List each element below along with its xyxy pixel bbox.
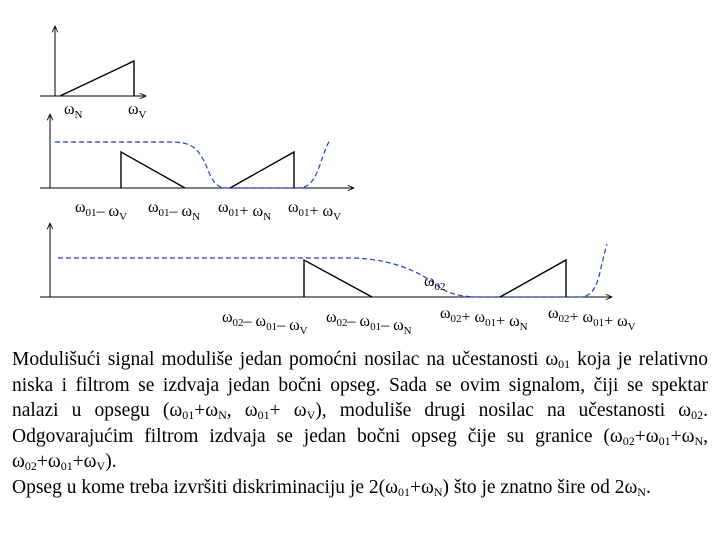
panel2-bandpass-filter-curve: [55, 140, 330, 188]
panel2-label-0: $\omega_{01}-$ $\omega_V$: [75, 199, 128, 223]
panel1-label-0: $\omega_N$: [64, 101, 83, 121]
panel3-carrier-label: $\omega_{02}$: [424, 273, 446, 293]
panel1-label-1: $\omega_V$: [128, 101, 147, 121]
caption-paragraph-2: Opseg u kome treba izvršiti diskriminaciju je $2(\omega_{01}+\omega_N)$ što je znatno šire od $2\omega_N$.: [12, 476, 651, 499]
panel2-lower-sideband: [121, 152, 185, 188]
caption-paragraph-1: Modulišući signal moduliše jedan pomoćni nosilac na učestanosti $\omega_{01}$ koja je relativno niska i filtrom se izdvaja jedan bočni opseg. Sada se ovim signalom, čiji se spektar nalazi u opsegu ($\omega_{01}+\omega_N$, $\omega_{01}+ \omega_V$), moduliše drugi nosilac na učestanosti $\omega_{02}$. Odgovarajućim filtrom izdvaja se jedan bočni opseg čije su granice ($\omega_{02}+\omega_{01}+\omega_N$, $\omega_{02}+\omega_{01}+\omega_V$).: [12, 349, 709, 474]
panel2-label-2: $\omega_{01}+ \omega_N$: [218, 199, 272, 223]
panel3-upper-sideband: [500, 260, 566, 297]
panel3-label-3: $\omega_{02}+ \omega_{01}+ \omega_V$: [548, 305, 636, 333]
caption-text: [12, 347, 708, 501]
panel2-label-3: $\omega_{01}+ \omega_V$: [288, 199, 342, 223]
panel2-upper-sideband: [230, 152, 294, 188]
panel2-label-1: $\omega_{01}-$ $\omega_N$: [148, 199, 201, 223]
panel-baseband-spectrum: [40, 26, 147, 121]
panel3-label-2: $\omega_{02}+ \omega_{01}+ \omega_N$: [440, 305, 528, 333]
panel1-signal-triangle: [60, 61, 134, 96]
panel-first-modulation-spectrum: [40, 114, 354, 223]
panel3-label-1: $\omega_{02}-$ $\omega_{01}-$ $\omega_N$: [326, 309, 412, 337]
panel3-label-0: $\omega_{02}-$ $\omega_{01}-$ $\omega_V$: [222, 309, 308, 337]
panel-second-modulation-spectrum: [40, 223, 636, 337]
panel3-bandpass-filter-curve: [58, 244, 607, 297]
panel3-lower-sideband: [304, 260, 372, 297]
